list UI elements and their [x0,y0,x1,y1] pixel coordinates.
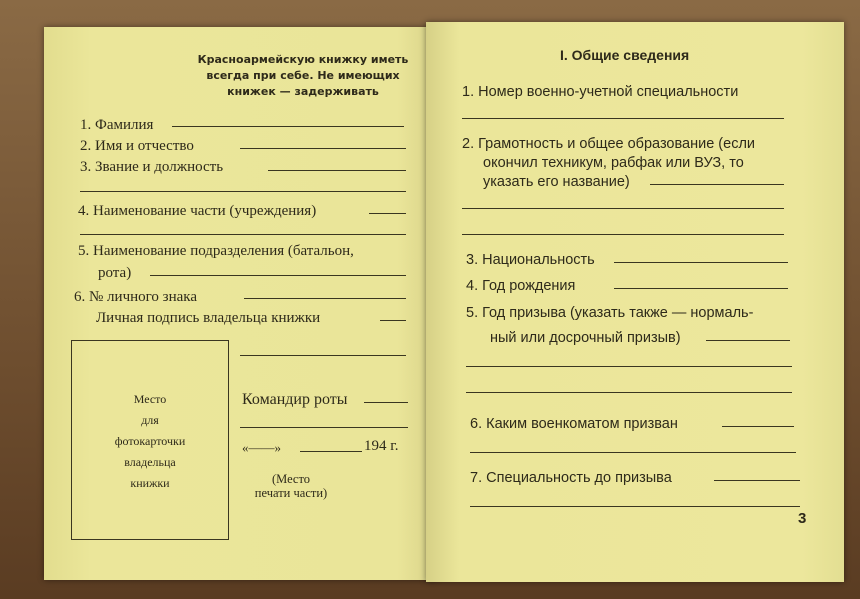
field-conscription-line-3[interactable] [466,392,792,393]
field-specialty-label: 1. Номер военно-учетной специальности [462,84,739,100]
field-subunit-line[interactable] [150,275,406,276]
header-line-1: Красноармейскую книжку иметь [197,53,409,66]
field-education-label-2: окончил техникум, рабфак или ВУЗ, то [483,155,744,171]
field-specialty-line[interactable] [462,118,784,119]
field-signature-label: Личная подпись владельца книжки [96,310,321,326]
field-unit-line-2[interactable] [80,234,406,235]
field-rank-line[interactable] [268,170,406,171]
header-line-2: всегда при себе. Не имеющих [206,69,400,82]
field-commissariat-line[interactable] [722,426,794,427]
photo-placeholder-text [72,389,228,494]
photo-text-line-4: владельца [124,455,176,469]
field-conscription-label-2: ный или досрочный призыв) [490,330,681,346]
field-prior-specialty-label: 7. Специальность до призыва [470,470,672,486]
seal-note [236,472,346,500]
field-commissariat-line-2[interactable] [470,452,796,453]
photo-text-line-1: Место [133,392,167,406]
date-line[interactable] [300,451,362,452]
field-birth-year-label: 4. Год рождения [466,278,576,294]
field-conscription-line-2[interactable] [466,366,792,367]
field-subunit-label-1: 5. Наименование подразделения (батальон, [78,243,354,259]
field-birth-year-line[interactable] [614,288,788,289]
field-conscription-line[interactable] [706,340,790,341]
photo-text-line-2: для [141,413,159,427]
seal-line-2: печати части) [254,486,328,500]
commander-line-2[interactable] [240,427,408,428]
right-page [426,22,844,582]
header-line-3: книжек — задерживать [227,85,379,98]
field-rank-label: 3. Звание и должность [80,159,224,175]
field-badge-line[interactable] [244,298,406,299]
field-nationality-line[interactable] [614,262,788,263]
field-prior-specialty-line-2[interactable] [470,506,800,507]
commander-label: Командир роты [242,391,348,408]
field-badge-label: 6. № личного знака [74,289,198,305]
photo-text-line-5: книжки [130,476,170,490]
field-commissariat-label: 6. Каким военкоматом призван [470,416,678,432]
field-subunit-label-2: рота) [98,265,132,281]
field-nationality-label: 3. Национальность [466,252,595,268]
left-header [188,52,418,100]
page-number: 3 [798,510,807,527]
field-rank-line-2[interactable] [80,191,406,192]
field-name-label: 2. Имя и отчество [80,138,194,154]
field-surname-line[interactable] [172,126,404,127]
field-unit-line[interactable] [369,213,406,214]
date-suffix: 194 г. [364,438,399,454]
field-education-line-3[interactable] [462,234,784,235]
field-surname-label: 1. Фамилия [80,117,154,133]
photo-placeholder-box [71,340,229,540]
date-prefix: «——» [242,440,281,455]
field-education-label-1: 2. Грамотность и общее образование (если [462,136,756,152]
field-name-line[interactable] [240,148,406,149]
photo-text-line-3: фотокарточки [114,434,186,448]
field-education-line-2[interactable] [462,208,784,209]
signature-line-2[interactable] [240,355,406,356]
field-conscription-label-1: 5. Год призыва (указать также — нормаль- [466,305,754,321]
field-prior-specialty-line[interactable] [714,480,800,481]
seal-line-1: (Место [271,472,311,486]
field-unit-label: 4. Наименование части (учреждения) [78,203,317,219]
field-signature-line[interactable] [380,320,406,321]
section-title: I. Общие сведения [560,47,690,63]
field-education-line[interactable] [650,184,784,185]
field-education-label-3: указать его название) [483,174,630,190]
commander-line[interactable] [364,402,408,403]
